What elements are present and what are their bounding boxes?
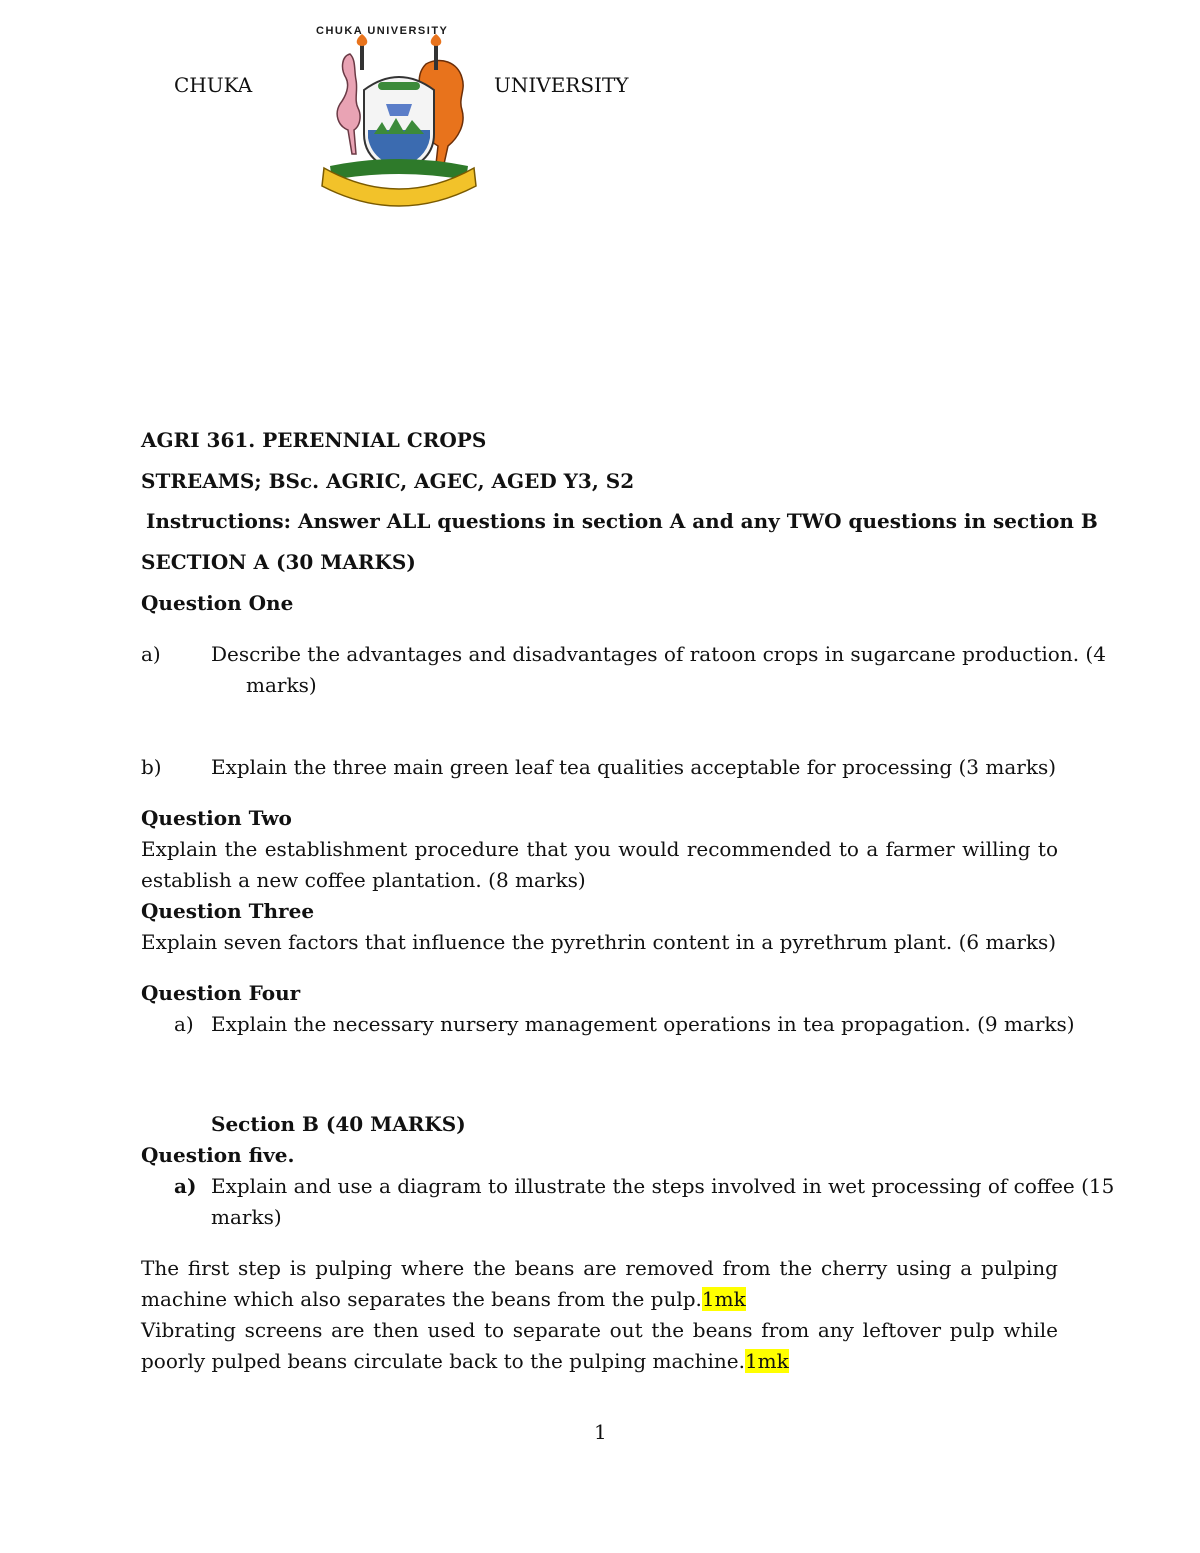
header-left-word: CHUKA — [174, 73, 253, 97]
question-four-a-text: Explain the necessary nursery management operations in tea propagation. (9 marks) — [211, 1012, 1075, 1036]
question-one-title: Question One — [141, 591, 294, 615]
section-b-heading: Section B (40 MARKS) — [211, 1112, 466, 1136]
question-two-text: Explain the establishment procedure that you would recommended to a farmer willing to establish a new coffee plantation. (8 marks) — [141, 837, 1058, 892]
question-three-text: Explain seven factors that influence the pyrethrin content in a pyrethrum plant. (6 marks) — [141, 930, 1057, 954]
question-four-a-label: a) — [174, 1012, 194, 1036]
answer-paragraph-1 — [141, 1253, 1058, 1315]
answer-paragraph-2 — [141, 1315, 1058, 1377]
question-one-a-text-cont: marks) — [246, 673, 317, 697]
question-five-a-label: a) — [174, 1174, 197, 1198]
question-four-title: Question Four — [141, 981, 301, 1005]
section-a-heading: SECTION A (30 MARKS) — [141, 550, 416, 574]
question-one-b-text: Explain the three main green leaf tea qualities acceptable for processing (3 marks) — [211, 755, 1057, 779]
question-five-a-text-cont: marks) — [211, 1205, 282, 1229]
question-three-title: Question Three — [141, 899, 315, 923]
answer-paragraph-1-text: The first step is pulping where the beans are removed from the cherry using a pulping machine which also separates the beans from the pulp. — [141, 1256, 1058, 1311]
question-one-a-text: Describe the advantages and disadvantages of ratoon crops in sugarcane production. (4 — [211, 642, 1106, 666]
answer-mark-badge: 1mk — [701, 1287, 746, 1311]
university-crest-logo — [316, 25, 482, 206]
flamingo-icon — [337, 54, 360, 154]
answer-mark-badge: 1mk — [744, 1349, 789, 1373]
exam-instructions: Instructions: Answer ALL questions in section A and any TWO questions in section B — [146, 509, 1098, 533]
question-five-a-text: Explain and use a diagram to illustrate the steps involved in wet processing of coffee (15 — [211, 1174, 1115, 1198]
question-one-a-label: a) — [141, 642, 161, 666]
header-right-word: UNIVERSITY — [494, 73, 629, 97]
crest-banner-text: CHUKA UNIVERSITY — [316, 25, 449, 37]
question-two-title: Question Two — [141, 806, 292, 830]
page-number: 1 — [594, 1420, 607, 1444]
question-one-b-label: b) — [141, 755, 162, 779]
course-code-title: AGRI 361. PERENNIAL CROPS — [141, 428, 487, 452]
question-five-title: Question five. — [141, 1143, 295, 1167]
course-streams: STREAMS; BSc. AGRIC, AGEC, AGED Y3, S2 — [141, 469, 635, 493]
answer-paragraph-2-text: Vibrating screens are then used to separate out the beans from any leftover pulp while poorly pulped beans circulate back to the pulping machine. — [141, 1318, 1058, 1373]
